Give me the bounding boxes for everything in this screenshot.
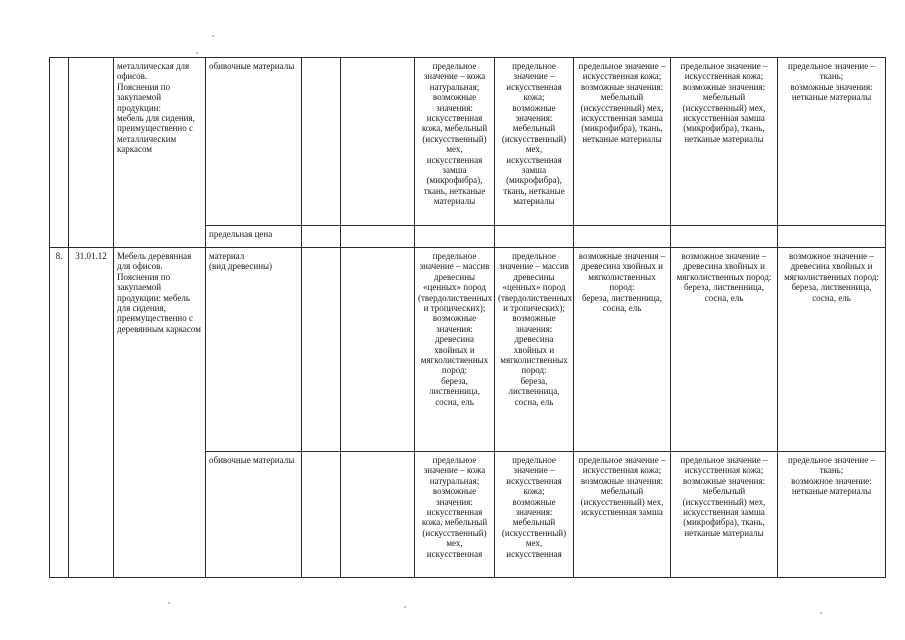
value-group-3: предельное значение – искусственная кожа; возможные значения: мебельный (искусственный) мех, искусственная замша [574, 452, 671, 578]
characteristic-name: обивочные материалы [206, 58, 302, 226]
okpd-code [69, 58, 114, 248]
unit-name [341, 226, 415, 248]
unit-name [341, 58, 415, 226]
value-group-2: предельное значение – массив древесины «ценных» пород (твердолиственных и тропических); возможные значения: древесина хвойных и мягколиственных пород: березa, лиственница, сосна, ель [495, 248, 574, 452]
row-number: 8. [50, 248, 69, 578]
product-name: металлическая для офисов. Пояснения по закупаемой продукции: мебель для сидения, преимущественно с металлическим каркасом [114, 58, 206, 248]
product-name: Мебель деревянная для офисов. Пояснения по закупаемой продукции: мебель для сидения, преимущественно с деревянным каркасом [114, 248, 206, 578]
value-group-5: предельное значение – ткань; возможные значения: нетканые материалы [778, 58, 886, 226]
characteristic-name: обивочные материалы [206, 452, 302, 578]
value-group-5: предельное значение – ткань; возможное значение: нетканые материалы [778, 452, 886, 578]
scan-speck [404, 606, 406, 608]
value-group-1 [415, 226, 495, 248]
value-group-1: предельное значение – массив древесины «ценных» пород (твердолиственных и тропических); возможные значения: древесина хвойных и мягколиственных пород: березa, лиственница, сосна, ель [415, 248, 495, 452]
value-group-3: возможные значения – древесина хвойных и мягколиственных пород: березa, лиственница, сосна, ель [574, 248, 671, 452]
value-group-3 [574, 226, 671, 248]
value-group-2: предельное значение – искусственная кожа; возможные значения: мебельный (искусственный) мех, искусственная замша (микрофибра), ткань, нетканые материалы [495, 58, 574, 226]
value-group-4: возможное значение – древесина хвойных и мягколиственных пород: береза, лиственница, сосна, ель [671, 248, 778, 452]
unit-name [341, 452, 415, 578]
value-group-1: предельное значение – кожа натуральная; возможные значения: искусственная кожа, мебельный (искусственный) мех, искусственная замша (микрофибра), ткань, нетканые материалы [415, 58, 495, 226]
value-group-5: возможное значение – древесина хвойных и мягколиственных пород: березa, лиственница, сосна, ель [778, 248, 886, 452]
value-group-5 [778, 226, 886, 248]
table-row [50, 58, 886, 226]
value-group-4 [671, 226, 778, 248]
characteristic-name: предельная цена [206, 226, 302, 248]
okpd-code: 31.01.12 [69, 248, 114, 578]
value-group-4: предельное значение – искусственная кожа; возможные значения: мебельный (искусственный) мех, искусственная замша (микрофибра), ткань, нетканые материалы [671, 452, 778, 578]
value-group-3: предельное значение – искусственная кожа; возможные значения: мебельный (искусственный) мех, искусственная замша (микрофибра), ткань, нетканые материалы [574, 58, 671, 226]
characteristic-name: материал (вид древесины) [206, 248, 302, 452]
unit-name [341, 248, 415, 452]
scan-speck [212, 35, 214, 37]
unit-code [302, 58, 341, 226]
value-group-4: предельное значение – искусственная кожа; возможные значения: мебельный (искусственный) мех, искусственная замша (микрофибра), ткань, нетканые материалы [671, 58, 778, 226]
unit-code [302, 452, 341, 578]
value-group-2 [495, 226, 574, 248]
value-group-1: предельное значение – кожа натуральная; возможные значения: искусственная кожа, мебельный (искусственный) мех, искусственная [415, 452, 495, 578]
scan-speck [196, 52, 198, 54]
value-group-2: предельное значение – искусственная кожа; возможные значения: мебельный (искусственный) мех, искусственная [495, 452, 574, 578]
unit-code [302, 248, 341, 452]
unit-code [302, 226, 341, 248]
scan-speck [820, 612, 822, 614]
scan-speck [168, 602, 170, 604]
row-number [50, 58, 69, 248]
table-row [50, 248, 886, 452]
requirements-table [49, 57, 886, 578]
